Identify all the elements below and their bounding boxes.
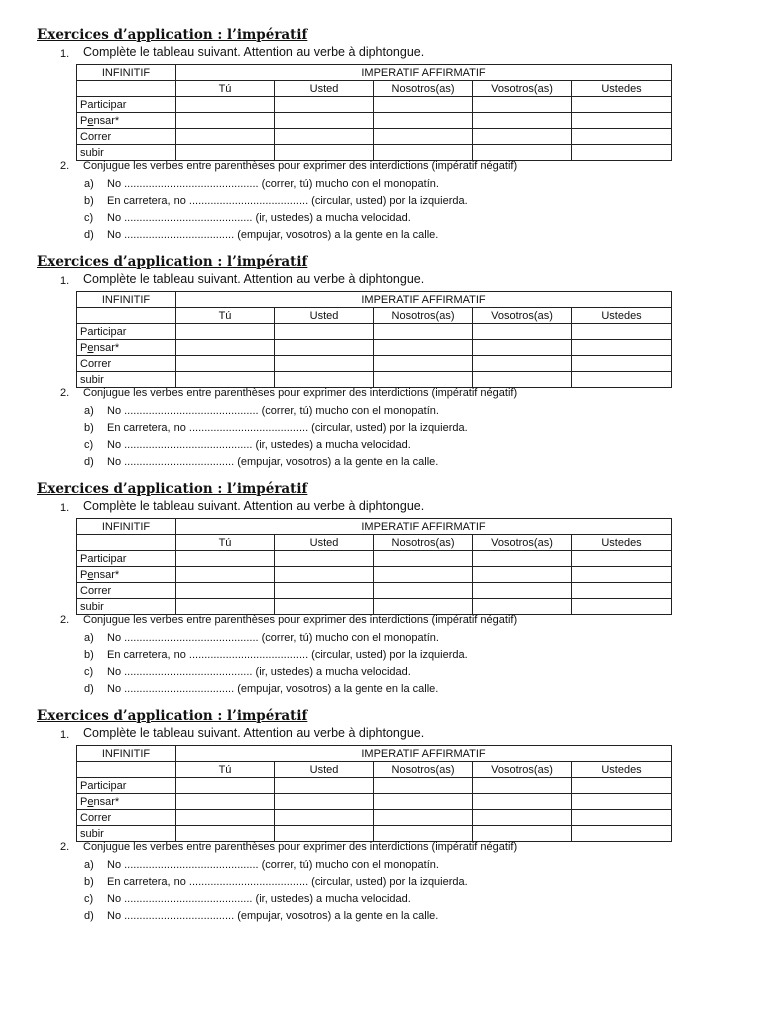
- answer-cell[interactable]: [473, 810, 572, 826]
- verb-cell: Pensar*: [77, 567, 176, 583]
- answer-cell[interactable]: [275, 129, 374, 145]
- verb-cell: Participar: [77, 551, 176, 567]
- answer-cell[interactable]: [374, 583, 473, 599]
- answer-cell[interactable]: [275, 567, 374, 583]
- verb-cell: Correr: [77, 356, 176, 372]
- exercise-title: Exercices d’application : l’impératif: [37, 481, 308, 497]
- header-person: Usted: [275, 81, 374, 97]
- sentence-text: No .......................................... (ir, ustedes) a mucha velocidad.: [107, 893, 411, 905]
- answer-cell[interactable]: [572, 324, 672, 340]
- header-person: Ustedes: [572, 535, 672, 551]
- verb-cell: Participar: [77, 97, 176, 113]
- header-person: Usted: [275, 762, 374, 778]
- answer-cell[interactable]: [374, 97, 473, 113]
- sentence-letter: a): [84, 178, 94, 190]
- header-person: Ustedes: [572, 81, 672, 97]
- sentence-text: No .................................... (empujar, vosotros) a la gente en la calle.: [107, 910, 439, 922]
- verb-cell: subir: [77, 599, 176, 615]
- header-person: Vosotros(as): [473, 308, 572, 324]
- sentence-letter: c): [84, 439, 94, 451]
- answer-cell[interactable]: [572, 794, 672, 810]
- verb-cell: Participar: [77, 778, 176, 794]
- conjugation-table: [76, 745, 672, 842]
- sentence-text: No .......................................... (ir, ustedes) a mucha velocidad.: [107, 439, 411, 451]
- answer-cell[interactable]: [473, 356, 572, 372]
- sentence-letter: b): [84, 422, 94, 434]
- answer-cell[interactable]: [473, 551, 572, 567]
- header-person: Usted: [275, 308, 374, 324]
- header-person: Tú: [176, 762, 275, 778]
- sentence-text: No .................................... (empujar, vosotros) a la gente en la calle.: [107, 456, 439, 468]
- negative-instruction: Conjugue les verbes entre parenthèses pour exprimer des interdictions (impératif négatif): [83, 387, 518, 399]
- header-infinitif: INFINITIF: [77, 746, 176, 762]
- answer-cell[interactable]: [374, 567, 473, 583]
- answer-cell[interactable]: [572, 372, 672, 388]
- verb-cell: subir: [77, 826, 176, 842]
- answer-cell[interactable]: [176, 551, 275, 567]
- table-instruction: Complète le tableau suivant. Attention au verbe à diphtongue.: [83, 726, 425, 740]
- answer-cell[interactable]: [572, 113, 672, 129]
- answer-cell[interactable]: [572, 356, 672, 372]
- header-person: Vosotros(as): [473, 535, 572, 551]
- item-number-1: 1.: [60, 275, 70, 287]
- answer-cell[interactable]: [176, 356, 275, 372]
- header-imperatif-affirmatif: IMPERATIF AFFIRMATIF: [176, 65, 672, 81]
- header-person: Tú: [176, 308, 275, 324]
- answer-cell[interactable]: [275, 794, 374, 810]
- answer-cell[interactable]: [374, 778, 473, 794]
- exercise-block: [0, 251, 768, 478]
- table-row: [77, 129, 672, 145]
- answer-cell[interactable]: [572, 129, 672, 145]
- answer-cell[interactable]: [572, 567, 672, 583]
- answer-cell[interactable]: [374, 113, 473, 129]
- sentence-text: No .................................... (empujar, vosotros) a la gente en la calle.: [107, 229, 439, 241]
- answer-cell[interactable]: [473, 129, 572, 145]
- sentence-letter: d): [84, 229, 94, 241]
- verb-cell: Correr: [77, 129, 176, 145]
- answer-cell[interactable]: [374, 356, 473, 372]
- answer-cell[interactable]: [374, 324, 473, 340]
- sentence-letter: a): [84, 405, 94, 417]
- sentence-text: No ............................................ (correr, tú) mucho con el monopatín.: [107, 859, 439, 871]
- table-instruction: Complète le tableau suivant. Attention au verbe à diphtongue.: [83, 499, 425, 513]
- answer-cell[interactable]: [275, 551, 374, 567]
- sentence-text: En carretera, no ....................................... (circular, usted) por la izquierda.: [107, 195, 468, 207]
- negative-instruction: Conjugue les verbes entre parenthèses pour exprimer des interdictions (impératif négatif): [83, 160, 518, 172]
- table-instruction: Complète le tableau suivant. Attention au verbe à diphtongue.: [83, 45, 425, 59]
- sentence-letter: a): [84, 632, 94, 644]
- item-number-1: 1.: [60, 729, 70, 741]
- answer-cell[interactable]: [176, 129, 275, 145]
- answer-cell[interactable]: [572, 778, 672, 794]
- answer-cell[interactable]: [572, 340, 672, 356]
- header-blank: [77, 308, 176, 324]
- exercise-title: Exercices d’application : l’impératif: [37, 708, 308, 724]
- exercise-block: [0, 478, 768, 705]
- answer-cell[interactable]: [176, 778, 275, 794]
- table-row: [77, 567, 672, 583]
- sentence-letter: c): [84, 212, 94, 224]
- answer-cell[interactable]: [374, 810, 473, 826]
- answer-cell[interactable]: [374, 129, 473, 145]
- answer-cell[interactable]: [275, 97, 374, 113]
- answer-cell[interactable]: [176, 324, 275, 340]
- exercise-title: Exercices d’application : l’impératif: [37, 27, 308, 43]
- sentence-text: No ............................................ (correr, tú) mucho con el monopatín.: [107, 178, 439, 190]
- header-person: Tú: [176, 535, 275, 551]
- answer-cell[interactable]: [572, 97, 672, 113]
- item-number-2: 2.: [60, 841, 70, 853]
- verb-cell: Participar: [77, 324, 176, 340]
- answer-cell[interactable]: [473, 113, 572, 129]
- answer-cell[interactable]: [473, 567, 572, 583]
- answer-cell[interactable]: [275, 356, 374, 372]
- answer-cell[interactable]: [473, 778, 572, 794]
- item-number-2: 2.: [60, 614, 70, 626]
- answer-cell[interactable]: [275, 340, 374, 356]
- sentence-text: No .................................... (empujar, vosotros) a la gente en la calle.: [107, 683, 439, 695]
- verb-cell: Pensar*: [77, 113, 176, 129]
- answer-cell[interactable]: [473, 340, 572, 356]
- header-blank: [77, 535, 176, 551]
- header-infinitif: INFINITIF: [77, 65, 176, 81]
- exercise-block: [0, 24, 768, 251]
- verb-cell: Correr: [77, 583, 176, 599]
- header-person: Nosotros(as): [374, 762, 473, 778]
- conjugation-table: [76, 291, 672, 388]
- header-infinitif: INFINITIF: [77, 519, 176, 535]
- table-row: [77, 324, 672, 340]
- item-number-1: 1.: [60, 502, 70, 514]
- table-row: [77, 583, 672, 599]
- verb-cell: Pensar*: [77, 794, 176, 810]
- answer-cell[interactable]: [176, 794, 275, 810]
- header-person: Usted: [275, 535, 374, 551]
- exercise-block: [0, 705, 768, 932]
- header-blank: [77, 762, 176, 778]
- verb-cell: Pensar*: [77, 340, 176, 356]
- sentence-text: No ............................................ (correr, tú) mucho con el monopatín.: [107, 405, 439, 417]
- header-person: Ustedes: [572, 762, 672, 778]
- answer-cell[interactable]: [473, 794, 572, 810]
- verb-cell: subir: [77, 372, 176, 388]
- header-imperatif-affirmatif: IMPERATIF AFFIRMATIF: [176, 746, 672, 762]
- header-person: Vosotros(as): [473, 81, 572, 97]
- header-person: Nosotros(as): [374, 308, 473, 324]
- table-row: [77, 810, 672, 826]
- answer-cell[interactable]: [275, 583, 374, 599]
- answer-cell[interactable]: [572, 551, 672, 567]
- verb-cell: subir: [77, 145, 176, 161]
- sentence-letter: d): [84, 683, 94, 695]
- header-infinitif: INFINITIF: [77, 292, 176, 308]
- negative-instruction: Conjugue les verbes entre parenthèses pour exprimer des interdictions (impératif négatif): [83, 841, 518, 853]
- sentence-text: No .......................................... (ir, ustedes) a mucha velocidad.: [107, 212, 411, 224]
- answer-cell[interactable]: [473, 324, 572, 340]
- header-person: Ustedes: [572, 308, 672, 324]
- answer-cell[interactable]: [176, 97, 275, 113]
- answer-cell[interactable]: [275, 113, 374, 129]
- answer-cell[interactable]: [176, 113, 275, 129]
- conjugation-table: [76, 64, 672, 161]
- verb-cell: Correr: [77, 810, 176, 826]
- answer-cell[interactable]: [572, 810, 672, 826]
- answer-cell[interactable]: [473, 583, 572, 599]
- sentence-text: No ............................................ (correr, tú) mucho con el monopatín.: [107, 632, 439, 644]
- item-number-1: 1.: [60, 48, 70, 60]
- answer-cell[interactable]: [572, 599, 672, 615]
- exercise-title: Exercices d’application : l’impératif: [37, 254, 308, 270]
- negative-instruction: Conjugue les verbes entre parenthèses pour exprimer des interdictions (impératif négatif): [83, 614, 518, 626]
- answer-cell[interactable]: [572, 145, 672, 161]
- answer-cell[interactable]: [176, 340, 275, 356]
- answer-cell[interactable]: [374, 340, 473, 356]
- sentence-letter: b): [84, 195, 94, 207]
- sentence-text: En carretera, no ....................................... (circular, usted) por la izquierda.: [107, 422, 468, 434]
- table-row: [77, 551, 672, 567]
- sentence-letter: d): [84, 456, 94, 468]
- sentence-letter: b): [84, 876, 94, 888]
- answer-cell[interactable]: [374, 794, 473, 810]
- sentence-text: En carretera, no ....................................... (circular, usted) por la izquierda.: [107, 649, 468, 661]
- header-blank: [77, 81, 176, 97]
- table-instruction: Complète le tableau suivant. Attention au verbe à diphtongue.: [83, 272, 425, 286]
- answer-cell[interactable]: [176, 583, 275, 599]
- table-row: [77, 97, 672, 113]
- sentence-letter: c): [84, 666, 94, 678]
- sentence-letter: a): [84, 859, 94, 871]
- table-row: [77, 356, 672, 372]
- answer-cell[interactable]: [275, 810, 374, 826]
- sentence-text: En carretera, no ....................................... (circular, usted) por la izquierda.: [107, 876, 468, 888]
- answer-cell[interactable]: [275, 778, 374, 794]
- header-imperatif-affirmatif: IMPERATIF AFFIRMATIF: [176, 292, 672, 308]
- conjugation-table: [76, 518, 672, 615]
- answer-cell[interactable]: [473, 97, 572, 113]
- header-person: Nosotros(as): [374, 81, 473, 97]
- header-imperatif-affirmatif: IMPERATIF AFFIRMATIF: [176, 519, 672, 535]
- table-row: [77, 778, 672, 794]
- header-person: Nosotros(as): [374, 535, 473, 551]
- item-number-2: 2.: [60, 160, 70, 172]
- item-number-2: 2.: [60, 387, 70, 399]
- sentence-text: No .......................................... (ir, ustedes) a mucha velocidad.: [107, 666, 411, 678]
- answer-cell[interactable]: [176, 810, 275, 826]
- answer-cell[interactable]: [275, 324, 374, 340]
- answer-cell[interactable]: [572, 583, 672, 599]
- table-row: [77, 340, 672, 356]
- header-person: Vosotros(as): [473, 762, 572, 778]
- sentence-letter: c): [84, 893, 94, 905]
- answer-cell[interactable]: [572, 826, 672, 842]
- table-row: [77, 113, 672, 129]
- sentence-letter: d): [84, 910, 94, 922]
- sentence-letter: b): [84, 649, 94, 661]
- answer-cell[interactable]: [176, 567, 275, 583]
- header-person: Tú: [176, 81, 275, 97]
- answer-cell[interactable]: [374, 551, 473, 567]
- table-row: [77, 794, 672, 810]
